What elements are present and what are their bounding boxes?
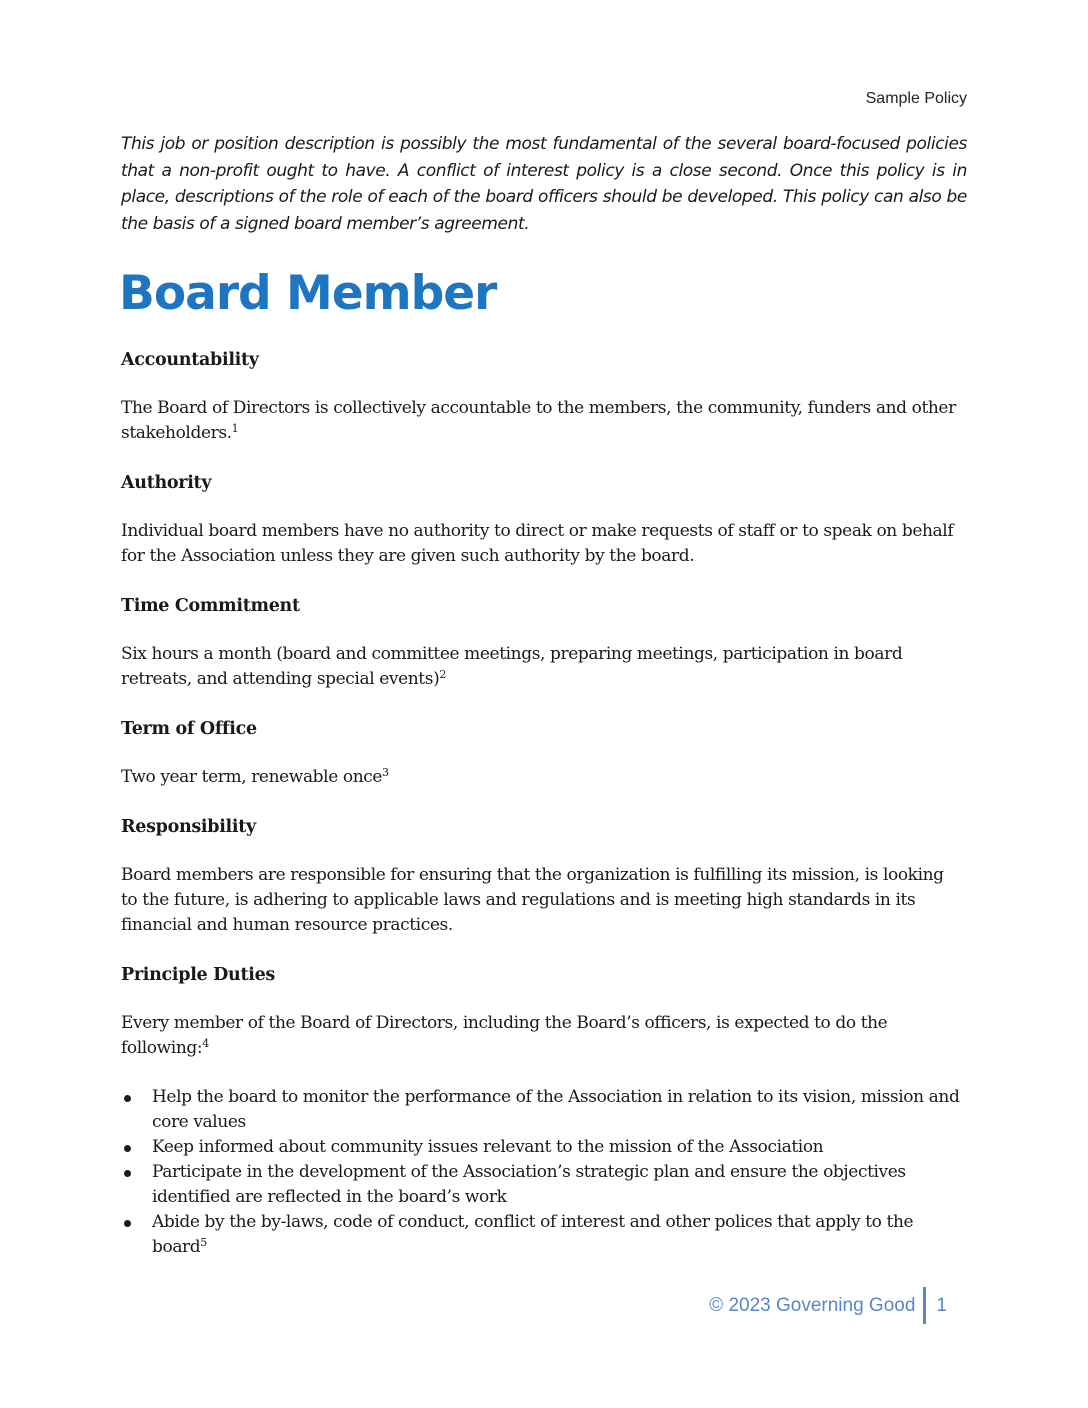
section-text-authority: Individual board members have no authority to direct or make requests of staff or to speak on behalf for the Association unless they are given such authority by the board. <box>121 521 954 566</box>
section-heading-principle-duties: Principle Duties <box>121 965 275 985</box>
page-number: 1 <box>936 1294 947 1316</box>
intro-paragraph: This job or position description is possibly the most fundamental of the several board-focused policies that a non-profit ought to have. A conflict of interest policy is a close second. Once this policy is in place, descriptions of the role of each of the board officers should be developed. This policy can also be the basis of a signed board member’s agreement. <box>121 134 967 234</box>
list-item: Participate in the development of the Association’s strategic plan and ensure the objectives identified are reflected in the board’s work <box>121 1160 961 1210</box>
running-header: Sample Policy <box>865 90 967 107</box>
section-heading-accountability: Accountability <box>121 350 259 370</box>
list-item: Keep informed about community issues relevant to the mission of the Association <box>121 1135 961 1160</box>
section-text-principle-duties: Every member of the Board of Directors, including the Board’s officers, is expected to do the following:$^4$ <box>121 1013 888 1058</box>
page-title: Board Member <box>119 266 497 321</box>
section-text-responsibility: Board members are responsible for ensuring that the organization is fulfilling its mission, is looking to the future, is adhering to applicable laws and regulations and is meeting high standards in its financial and human resource practices. <box>121 865 944 935</box>
section-text-time-commitment: Six hours a month (board and committee meetings, preparing meetings, participation in board retreats, and attending special events)$^2$ <box>121 644 903 689</box>
list-item: Abide by the by-laws, code of conduct, conflict of interest and other polices that apply to the board$^5$ <box>121 1210 961 1260</box>
section-heading-time-commitment: Time Commitment <box>121 596 300 616</box>
page-footer <box>709 1287 947 1324</box>
section-text-term-of-office: Two year term, renewable once$^3$ <box>121 766 389 787</box>
footnote-marker: 5 <box>200 1236 207 1249</box>
footnote-marker: 3 <box>382 766 389 779</box>
section-heading-authority: Authority <box>121 473 212 493</box>
footer-divider <box>923 1287 926 1324</box>
document-body <box>121 346 961 1260</box>
footnote-marker: 4 <box>202 1037 209 1050</box>
footnote-marker: 1 <box>231 422 239 435</box>
section-text-accountability: The Board of Directors is collectively accountable to the members, the community, funders and other stakeholders.$^1$ <box>121 398 956 443</box>
footnote-marker: 2 <box>439 668 446 681</box>
duties-list <box>121 1085 961 1260</box>
section-heading-term-of-office: Term of Office <box>121 719 257 739</box>
list-item: Help the board to monitor the performance of the Association in relation to its vision, mission and core values <box>121 1085 961 1135</box>
section-heading-responsibility: Responsibility <box>121 817 256 837</box>
copyright-text: © 2023 Governing Good <box>709 1294 916 1316</box>
